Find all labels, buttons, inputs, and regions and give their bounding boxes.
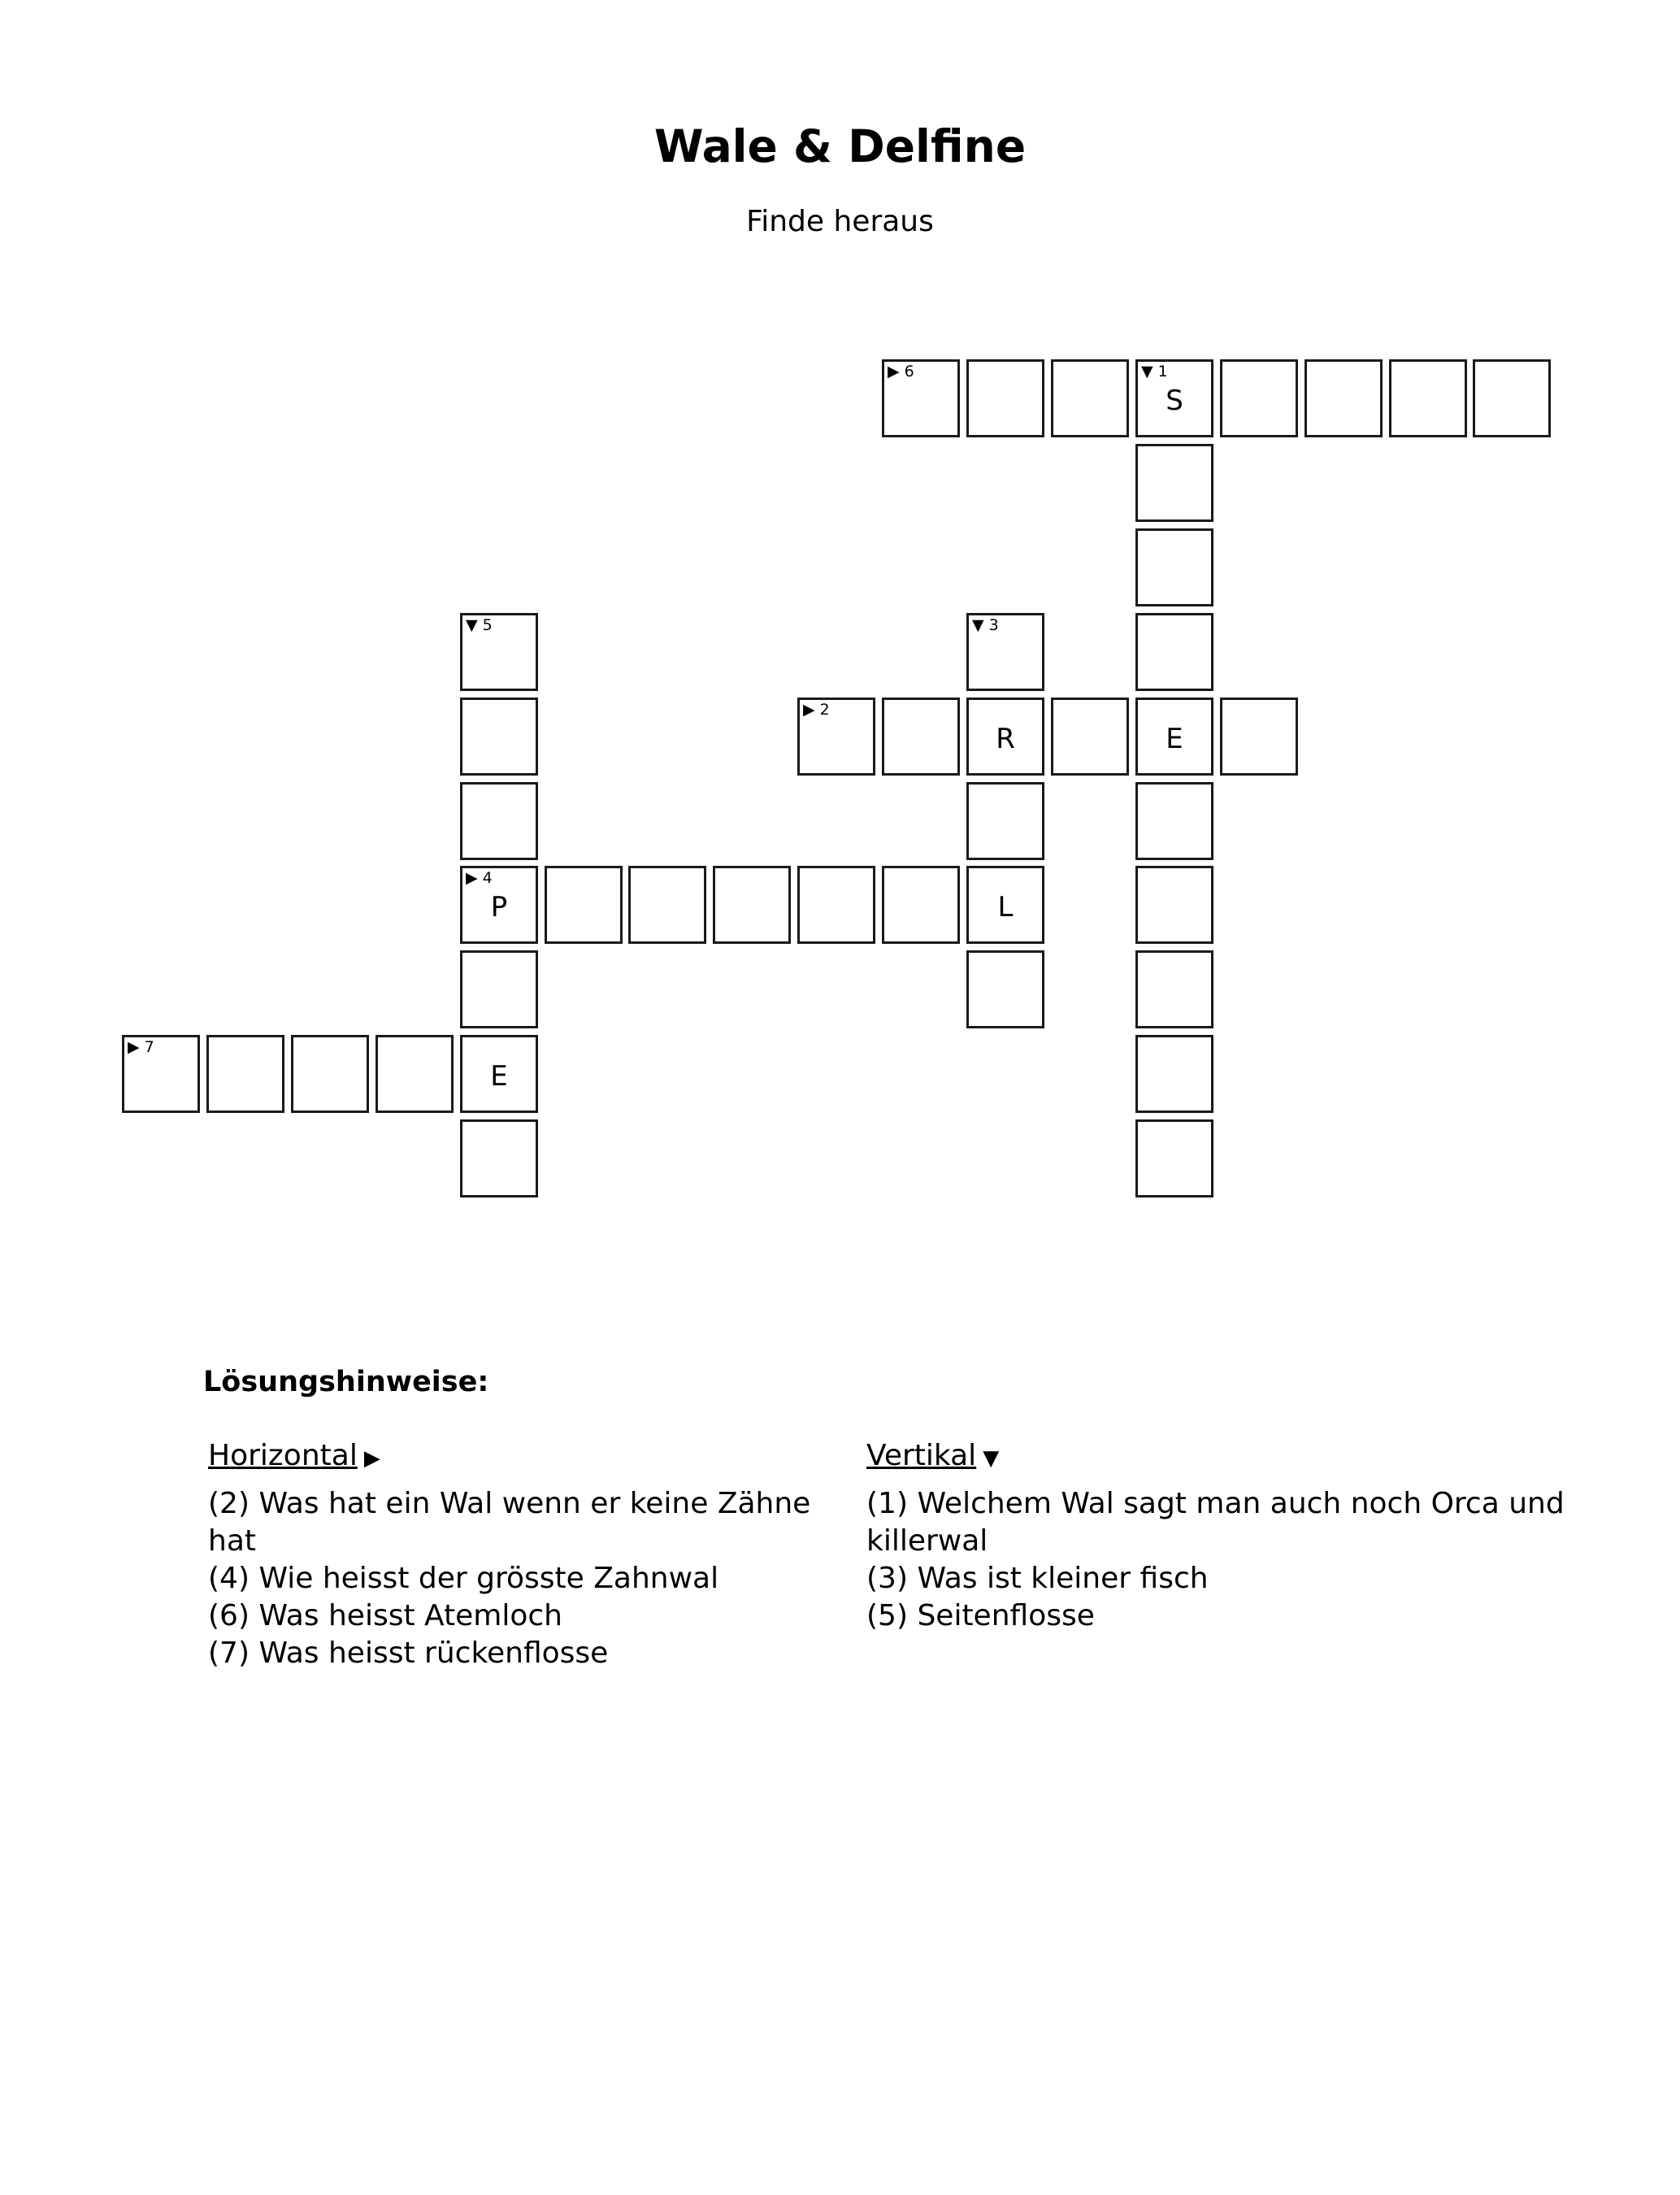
- crossword-cell[interactable]: [966, 359, 1044, 437]
- crossword-cell[interactable]: [1135, 528, 1213, 606]
- crossword-cell[interactable]: [460, 1035, 538, 1113]
- clue-down-5: (5) Seitenflosse: [866, 1599, 1095, 1632]
- crossword-cell[interactable]: [1135, 359, 1213, 437]
- right-arrow-icon: ▶: [363, 1446, 380, 1471]
- crossword-cell[interactable]: [460, 698, 538, 776]
- crossword-cell[interactable]: [966, 782, 1044, 860]
- crossword-cell[interactable]: [460, 1119, 538, 1197]
- horizontal-clues: [208, 1437, 858, 1672]
- clue-down-3: (3) Was ist kleiner fisch: [866, 1562, 1209, 1595]
- clue-down-1: (1) Welchem Wal sagt man auch noch Orca und killerwal: [866, 1487, 1565, 1558]
- clue-number: ▶ 2: [803, 701, 830, 719]
- given-letter: P: [490, 891, 508, 924]
- crossword-cell[interactable]: [460, 782, 538, 860]
- crossword-cell[interactable]: [1220, 698, 1298, 776]
- crossword-cell[interactable]: [1135, 866, 1213, 944]
- crossword-cell[interactable]: [1135, 698, 1213, 776]
- crossword-cell[interactable]: [1220, 359, 1298, 437]
- crossword-cell[interactable]: [1051, 698, 1129, 776]
- crossword-cell[interactable]: [966, 698, 1044, 776]
- horizontal-header: [208, 1437, 858, 1477]
- given-letter: L: [997, 891, 1014, 924]
- given-letter: E: [1166, 723, 1183, 755]
- crossword-cell[interactable]: [460, 866, 538, 944]
- crossword-cell[interactable]: [1304, 359, 1383, 437]
- crossword-cell[interactable]: [1135, 950, 1213, 1028]
- clue-number: ▼ 3: [972, 616, 999, 634]
- clue-number: ▼ 5: [466, 616, 493, 634]
- crossword-cell[interactable]: [713, 866, 791, 944]
- given-letter: S: [1166, 385, 1183, 417]
- given-letter: E: [490, 1060, 508, 1093]
- crossword-cell[interactable]: [1389, 359, 1467, 437]
- hints-heading: Lösungshinweise:: [203, 1366, 489, 1398]
- crossword-cell[interactable]: [1135, 444, 1213, 522]
- crossword-cell[interactable]: [1135, 782, 1213, 860]
- page-subtitle: Finde heraus: [746, 205, 934, 238]
- crossword-cell[interactable]: [460, 613, 538, 691]
- crossword-cell[interactable]: [882, 359, 960, 437]
- crossword-cell[interactable]: [1135, 1119, 1213, 1197]
- crossword-cell[interactable]: [797, 698, 875, 776]
- clue-number: ▶ 7: [128, 1038, 154, 1056]
- clue-number: ▼ 1: [1141, 363, 1168, 380]
- crossword-cell[interactable]: [966, 950, 1044, 1028]
- clue-across-6: (6) Was heisst Atemloch: [208, 1599, 562, 1632]
- clue-across-4: (4) Wie heisst der grösste Zahnwal: [208, 1562, 719, 1595]
- crossword-cell[interactable]: [966, 866, 1044, 944]
- crossword-cell[interactable]: [882, 698, 960, 776]
- horizontal-label: Horizontal: [208, 1439, 358, 1472]
- clue-number: ▶ 6: [888, 363, 914, 380]
- crossword-cell[interactable]: [376, 1035, 454, 1113]
- vertical-label: Vertikal: [866, 1439, 977, 1472]
- crossword-cell[interactable]: [882, 866, 960, 944]
- crossword-cell[interactable]: [1473, 359, 1551, 437]
- crossword-cell[interactable]: [1135, 613, 1213, 691]
- given-letter: R: [996, 723, 1015, 755]
- crossword-cell[interactable]: [291, 1035, 369, 1113]
- vertical-clues: [866, 1437, 1574, 1635]
- crossword-cell[interactable]: [628, 866, 706, 944]
- crossword-cell[interactable]: [966, 613, 1044, 691]
- clue-across-2: (2) Was hat ein Wal wenn er keine Zähne hat: [208, 1487, 811, 1558]
- crossword-cell[interactable]: [1051, 359, 1129, 437]
- clue-across-7: (7) Was heisst rückenflosse: [208, 1636, 609, 1670]
- crossword-cell[interactable]: [1135, 1035, 1213, 1113]
- down-arrow-icon: ▼: [983, 1446, 1000, 1471]
- vertical-header: [866, 1437, 1574, 1477]
- clue-number: ▶ 4: [466, 869, 493, 887]
- crossword-cell[interactable]: [122, 1035, 200, 1113]
- crossword-cell[interactable]: [206, 1035, 284, 1113]
- crossword-cell[interactable]: [545, 866, 623, 944]
- crossword-cell[interactable]: [460, 950, 538, 1028]
- crossword-cell[interactable]: [797, 866, 875, 944]
- page-title: Wale & Delfine: [653, 120, 1027, 172]
